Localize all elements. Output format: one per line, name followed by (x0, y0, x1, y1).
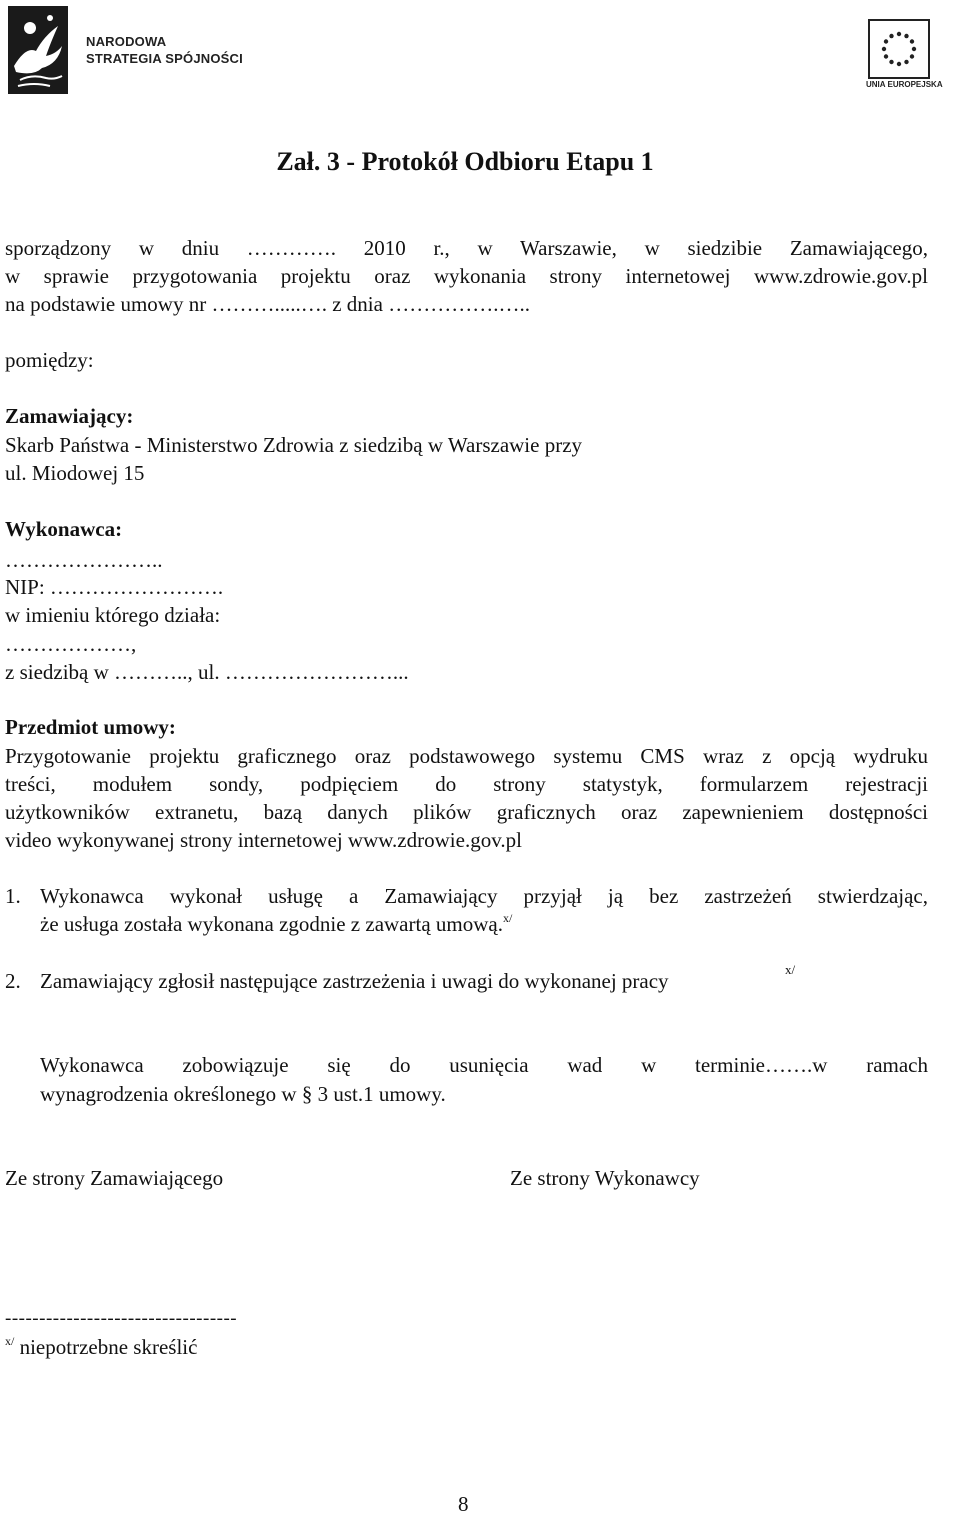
intro-line-3: na podstawie umowy nr ……….....…. z dnia …………….….. (5, 292, 530, 316)
document-title: Zał. 3 - Protokół Odbioru Etapu 1 (276, 147, 654, 176)
wykonawca-line-3: w imieniu którego działa: (5, 603, 221, 627)
eu-star-icon (889, 60, 893, 64)
obligation-line-2: wynagrodzenia określonego w § 3 ust.1 umowy. (40, 1082, 446, 1106)
przedmiot-line-2: treści, modułem sondy, podpięciem do strony statystyk, formularzem rejestracji (5, 772, 928, 796)
przedmiot-heading: Przedmiot umowy: (5, 715, 176, 739)
eu-flag-logo (868, 19, 930, 79)
eu-star-icon (884, 54, 888, 58)
point-1-line-2-wrap (40, 910, 512, 938)
point-2-text: Zamawiający zgłosił następujące zastrzeżenia i uwagi do wykonanej pracy (40, 969, 669, 993)
zamawiajacy-line-2: ul. Miodowej 15 (5, 461, 145, 485)
wykonawca-heading: Wykonawca: (5, 517, 123, 541)
nss-emblem-icon (6, 6, 76, 96)
eu-logo-text: UNIA EUROPEJSKA (866, 80, 943, 89)
intro-line-2: w sprawie przygotowania projektu oraz wykonania strony internetowej www.zdrowie.gov.pl (5, 264, 928, 288)
wykonawca-line-4: ………………, (5, 632, 137, 656)
eu-star-icon (904, 34, 908, 38)
point-1-line-1: Wykonawca wykonał usługę a Zamawiający przyjął ją bez zastrzeżeń stwierdzając, (40, 884, 928, 908)
wykonawca-line-5: z siedzibą w ……….., ul. ……………………... (5, 660, 409, 684)
eu-stars-icon (868, 19, 930, 79)
footnote-wrap (5, 1333, 197, 1361)
point-1-footnote-mark: x/ (502, 911, 513, 925)
nss-logo-text-2: STRATEGIA SPÓJNOŚCI (86, 51, 243, 66)
eu-star-icon (889, 34, 893, 38)
przedmiot-line-3: użytkowników extranetu, bazą danych plików graficznych oraz zapewnieniem dostępności (5, 800, 928, 824)
eu-star-icon (897, 32, 901, 36)
zamawiajacy-heading: Zamawiający: (5, 404, 134, 428)
wykonawca-line-1: ………………….. (5, 548, 163, 572)
zamawiajacy-line-1: Skarb Państwa - Ministerstwo Zdrowia z siedzibą w Warszawie przy (5, 433, 583, 457)
signature-zamawiajacy: Ze strony Zamawiającego (5, 1166, 224, 1190)
eu-star-icon (884, 39, 888, 43)
signature-wykonawca: Ze strony Wykonawcy (510, 1166, 700, 1190)
point-1-line-2: że usługa została wykonana zgodnie z zawartą umową. (40, 912, 503, 936)
footnote-rule: ---------------------------------- (5, 1308, 238, 1329)
eu-star-icon (910, 54, 914, 58)
nss-logo (6, 6, 243, 96)
point-1-number: 1. (5, 884, 21, 908)
footnote-text: niepotrzebne skreślić (14, 1335, 198, 1359)
eu-star-icon (910, 39, 914, 43)
page-number: 8 (458, 1492, 469, 1516)
nss-logo-text-1: NARODOWA (86, 34, 167, 49)
footnote-mark: x/ (5, 1334, 15, 1348)
eu-star-icon (897, 62, 901, 66)
eu-star-icon (912, 47, 916, 51)
obligation-line-1: Wykonawca zobowiązuje się do usunięcia wad w terminie…….w ramach (40, 1053, 928, 1077)
point-2-number: 2. (5, 969, 21, 993)
wykonawca-nip: NIP: ……………………. (5, 575, 224, 599)
eu-star-icon (904, 60, 908, 64)
between-label: pomiędzy: (5, 348, 94, 372)
przedmiot-line-4: video wykonywanej strony internetowej www.zdrowie.gov.pl (5, 828, 522, 852)
point-2-footnote-mark: x/ (785, 962, 796, 977)
eu-star-icon (882, 47, 886, 51)
przedmiot-line-1: Przygotowanie projektu graficznego oraz podstawowego systemu CMS wraz z opcją wydruku (5, 744, 928, 768)
intro-line-1: sporządzony w dniu …………. 2010 r., w Warszawie, w siedzibie Zamawiającego, (5, 236, 928, 260)
